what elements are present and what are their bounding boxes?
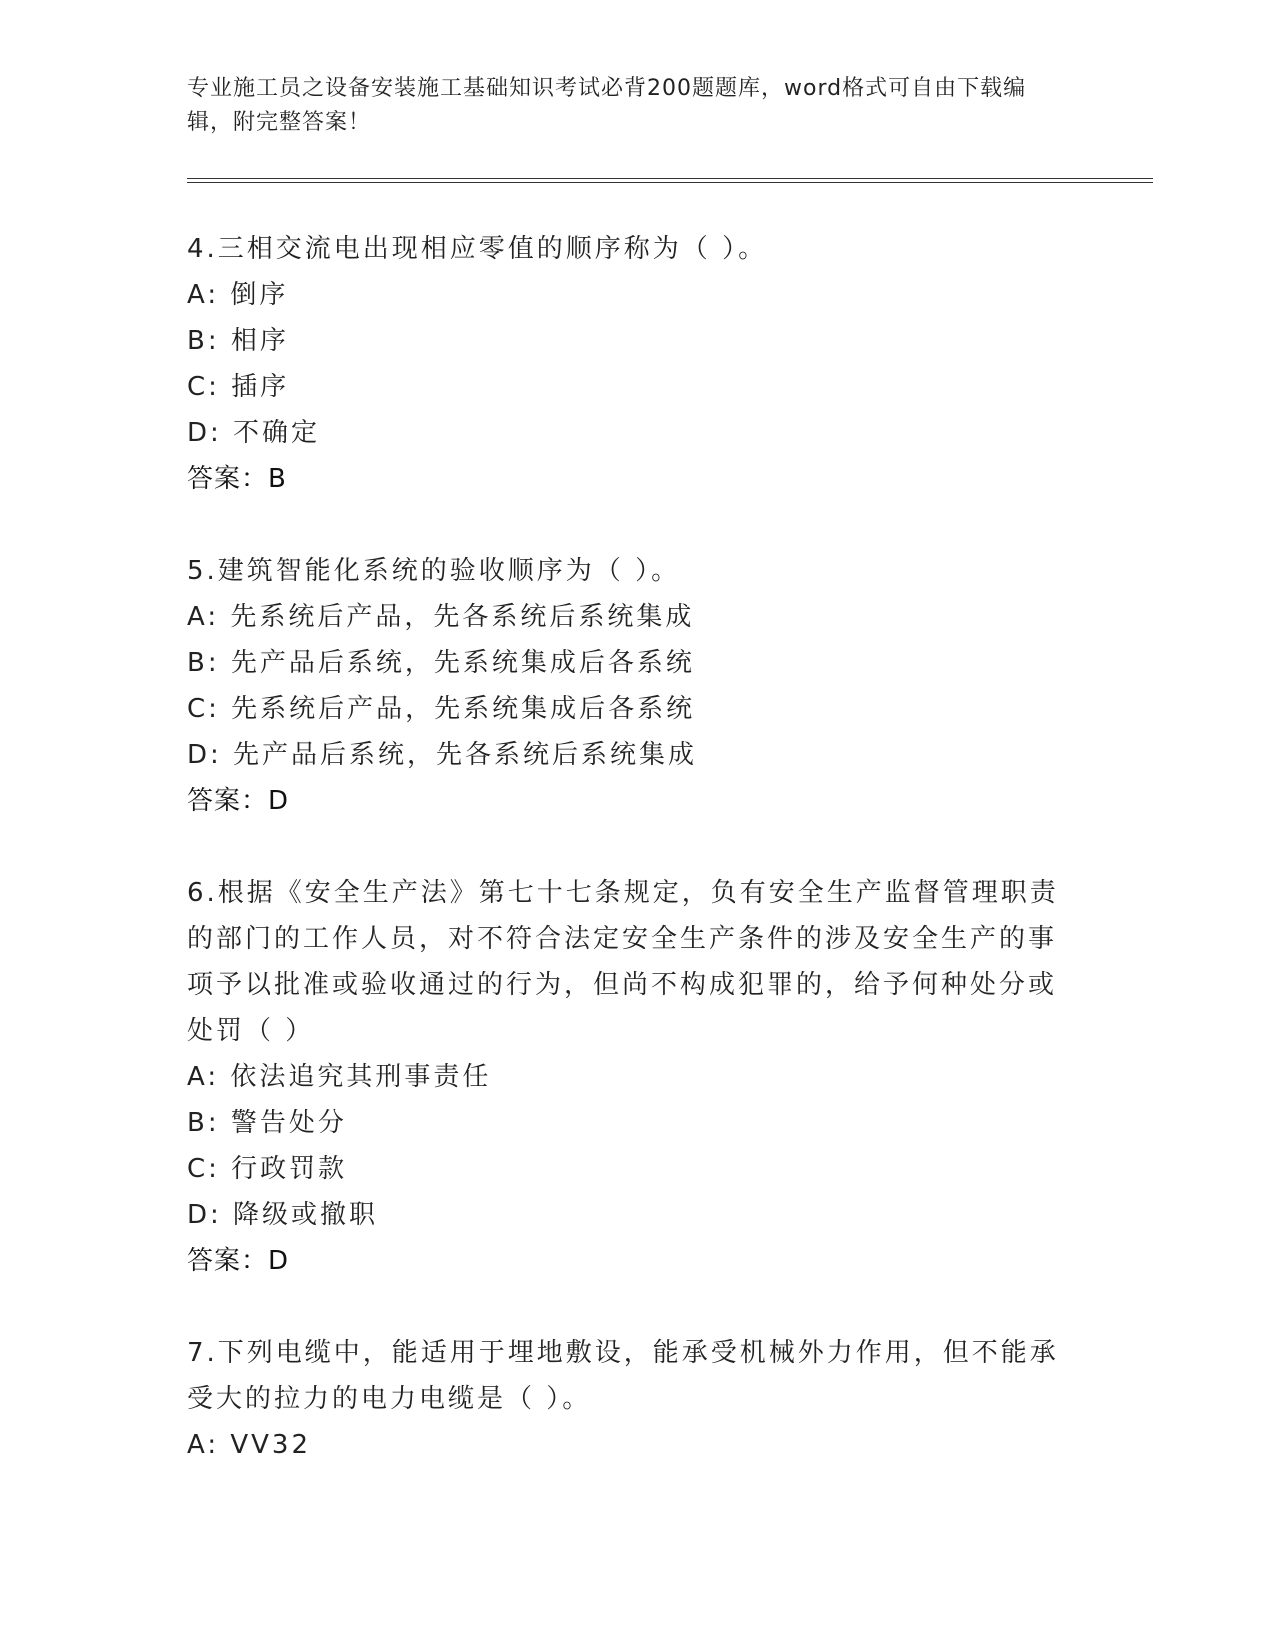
question-stem: 7.下列电缆中，能适用于埋地敷设，能承受机械外力作用，但不能承受大的拉力的电力电缆是（ ）。 <box>187 1338 1059 1414</box>
answer: 答案：D <box>187 786 290 816</box>
header-divider-bottom <box>187 182 1153 183</box>
question-7 <box>187 1330 1067 1468</box>
question-list <box>187 226 1067 1514</box>
option-b: B: 警告处分 <box>187 1108 347 1138</box>
option-c: C: 行政罚款 <box>187 1154 348 1184</box>
question-4 <box>187 226 1067 502</box>
option-d: D: 先产品后系统，先各系统后系统集成 <box>187 740 698 770</box>
option-d: D: 不确定 <box>187 418 321 448</box>
question-stem: 4.三相交流电出现相应零值的顺序称为（ ）。 <box>187 234 768 264</box>
option-b: B: 相序 <box>187 326 289 356</box>
header-divider-top <box>187 178 1153 179</box>
question-stem: 6.根据《安全生产法》第七十七条规定，负有安全生产监督管理职责的部门的工作人员，对不符合法定安全生产条件的涉及安全生产的事项予以批准或验收通过的行为，但尚不构成犯罪的，给予何种处分或处罚（ ） <box>187 878 1059 1046</box>
option-b: B: 先产品后系统，先系统集成后各系统 <box>187 648 695 678</box>
option-a: A: 依法追究其刑事责任 <box>187 1062 492 1092</box>
question-5 <box>187 548 1067 824</box>
option-a: A: 先系统后产品，先各系统后系统集成 <box>187 602 695 632</box>
option-c: C: 插序 <box>187 372 290 402</box>
option-d: D: 降级或撤职 <box>187 1200 379 1230</box>
option-a: A: 倒序 <box>187 280 289 310</box>
answer: 答案：D <box>187 1246 290 1276</box>
document-header: 专业施工员之设备安装施工基础知识考试必背200题题库，word格式可自由下载编辑，附完整答案！ <box>187 76 1027 135</box>
question-stem: 5.建筑智能化系统的验收顺序为（ ）。 <box>187 556 681 586</box>
option-c: C: 先系统后产品，先系统集成后各系统 <box>187 694 696 724</box>
question-6 <box>187 870 1067 1284</box>
answer: 答案：B <box>187 464 287 494</box>
option-a: A: VV32 <box>187 1430 312 1460</box>
